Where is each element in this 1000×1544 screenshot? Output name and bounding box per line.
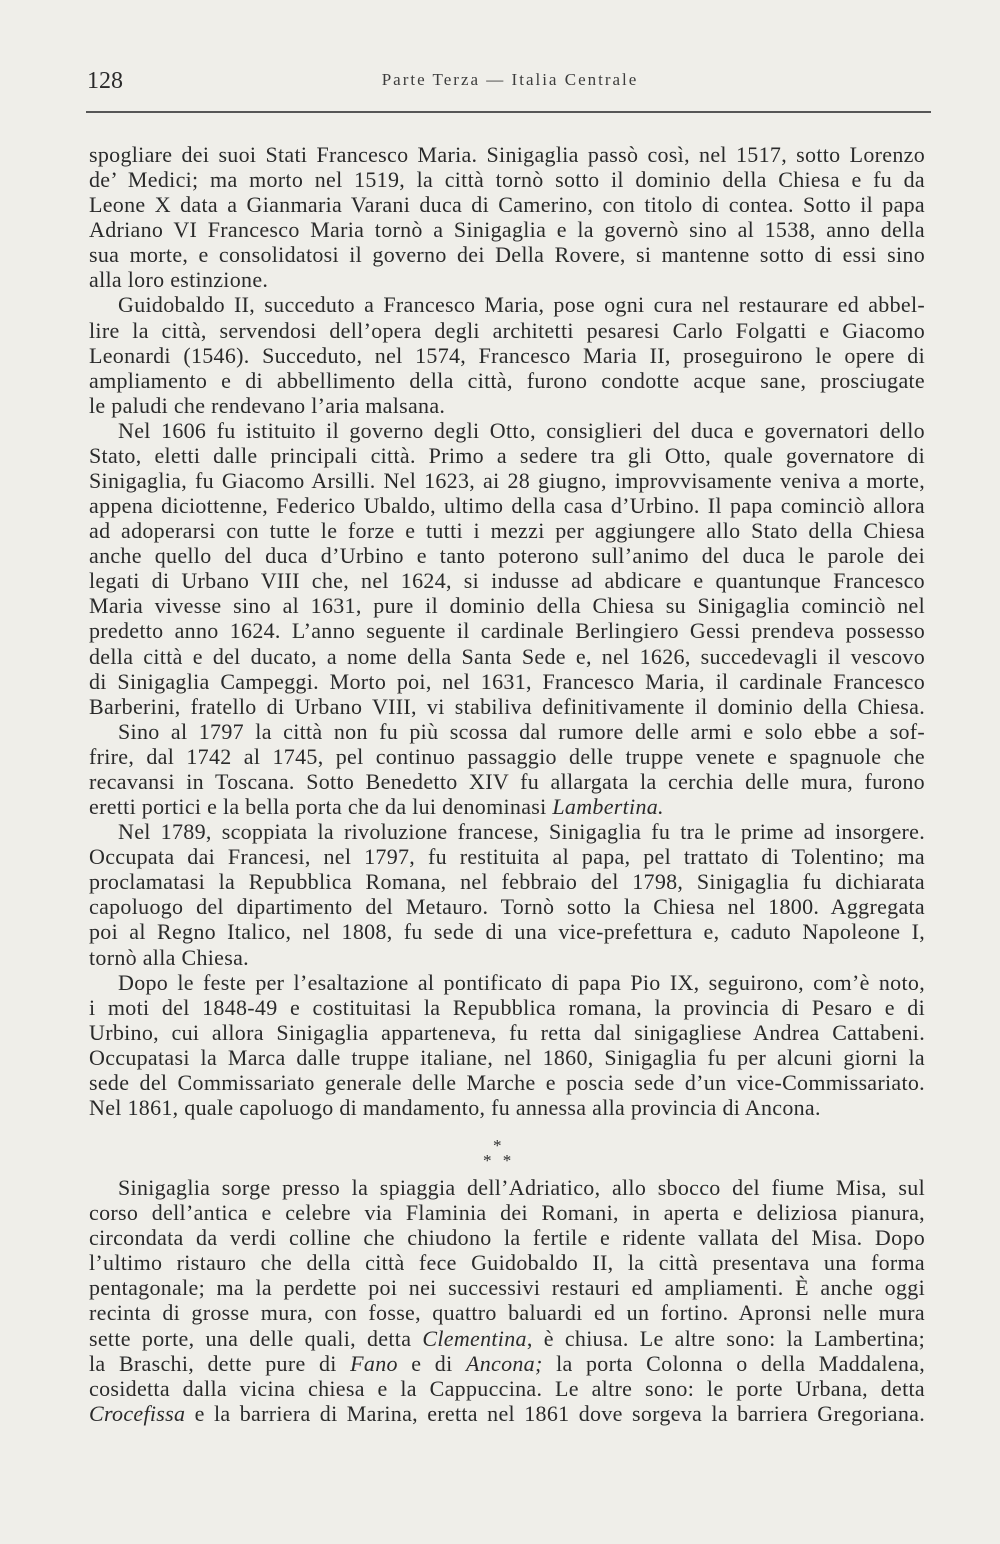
text-line: poi al Regno Italico, nel 1808, fu sede di una vice-prefettura e, caduto Napoleone I, <box>89 919 925 945</box>
text-line: proclamatasi la Repubblica Romana, nel febbraio del 1798, Sinigaglia fu dichiarata <box>89 869 925 895</box>
page-body <box>89 142 925 1426</box>
text-line <box>89 1326 925 1351</box>
text-line: corso dell’antica e celebre via Flaminia dei Romani, in aperta e deliziosa pianura, <box>89 1200 925 1226</box>
paragraph <box>89 142 925 292</box>
paragraph <box>89 418 925 719</box>
text-line: tornò alla Chiesa. <box>89 944 249 970</box>
paragraph <box>89 819 925 969</box>
text-line: i moti del 1848-49 e costituitasi la Repubblica romana, la provincia di Pesaro e di <box>89 994 925 1020</box>
text-run: e la barriera di Marina, eretta nel 1861 dove sorgeva la barriera Gregoriana. <box>185 1400 925 1426</box>
italic-term: Lambertina. <box>552 794 664 820</box>
text-line: le paludi che rendevano l’aria malsana. <box>89 392 446 418</box>
text-run: la Braschi, dette pure di <box>89 1350 351 1376</box>
text-line: Guidobaldo II, succeduto a Francesco Maria, pose ogni cura nel restaurare ed abbel- <box>118 292 925 318</box>
text-run: la porta Colonna o della Maddalena, <box>542 1350 925 1376</box>
text-run: sette porte, una delle quali, detta <box>89 1325 423 1351</box>
text-line <box>89 794 925 819</box>
text-line: Nel 1861, quale capoluogo di mandamento, fu annessa alla provincia di Ancona. <box>89 1094 821 1120</box>
text-line: spogliare dei suoi Stati Francesco Maria. Sinigaglia passò così, nel 1517, sotto Lorenzo <box>89 142 925 167</box>
text-line: predetto anno 1624. L’anno seguente il cardinale Berlingiero Gessi prendeva possesso <box>89 618 925 644</box>
text-line: Barberini, fratello di Urbano VIII, vi stabiliva definitivamente il dominio della Chiesa. <box>89 693 925 719</box>
text-line: Sinigaglia sorge presso la spiaggia dell’Adriatico, allo sbocco del fiume Misa, sul <box>118 1175 925 1201</box>
text-line <box>89 1351 925 1376</box>
text-line: Leonardi (1546). Succeduto, nel 1574, Francesco Maria II, proseguirono le opere di <box>89 342 925 368</box>
page-number: 128 <box>87 68 123 94</box>
paragraph <box>89 719 925 819</box>
text-line: ampliamento e di abbellimento della città, furono condotte acque sane, prosciugate <box>89 367 925 393</box>
italic-term: Ancona; <box>465 1350 543 1376</box>
text-line: l’ultimo ristauro che della città fece Guidobaldo II, la città presentava una forma <box>89 1250 925 1276</box>
paragraph <box>89 970 925 1120</box>
text-line: Nel 1606 fu istituito il governo degli Otto, consiglieri del duca e governatori dello <box>118 417 925 443</box>
text-line: di Sinigaglia Campeggi. Morto poi, nel 1631, Francesco Maria, il cardinale Francesco <box>89 668 925 694</box>
text-line: Sinigaglia, fu Giacomo Arsilli. Nel 1623, ai 28 giugno, improvvisamente veniva a morte, <box>89 468 925 494</box>
text-line: sede del Commissariato generale delle Marche e poscia sede d’un vice-Commissariato. <box>89 1069 925 1095</box>
text-line: della città e del ducato, a nome della Santa Sede e, nel 1626, succedevagli il vescovo <box>89 643 925 669</box>
text-line <box>89 1401 925 1426</box>
text-line: cosidetta dalla vicina chiesa e la Cappuccina. Le altre sono: le porte Urbana, detta <box>89 1375 925 1401</box>
text-line: Dopo le feste per l’esaltazione al pontificato di papa Pio IX, seguirono, com’è noto, <box>118 969 925 995</box>
text-line: sua morte, e consolidatosi il governo dei Della Rovere, si mantenne sotto di essi sino <box>89 242 925 268</box>
text-line: appena diciottenne, Federico Ubaldo, ultimo della casa d’Urbino. Il papa cominciò allora <box>89 493 925 519</box>
text-line: Nel 1789, scoppiata la rivoluzione francese, Sinigaglia fu tra le prime ad insorgere. <box>118 819 925 845</box>
running-title: Parte Terza — Italia Centrale <box>381 70 639 89</box>
paragraph <box>89 1175 925 1426</box>
italic-term: Crocefissa <box>89 1400 186 1426</box>
text-line: lire la città, servendosi dell’opera degli architetti pesaresi Carlo Folgatti e Giacomo <box>89 317 925 343</box>
paragraph <box>89 292 925 417</box>
text-line: Leone X data a Gianmaria Varani duca di Camerino, con titolo di contea. Sotto il papa <box>89 192 925 218</box>
italic-term: Fano <box>350 1350 398 1376</box>
text-line: legati di Urbano VIII che, nel 1624, si indusse ad abdicare e quantunque Francesco <box>89 568 925 594</box>
text-line: Urbino, cui allora Sinigaglia apparteneva, fu retta dal sinigagliese Andrea Cattabeni. <box>89 1019 925 1045</box>
asterism-top: * <box>493 1136 502 1156</box>
text-run: eretti portici e la bella porta che da lui denominasi <box>89 794 553 820</box>
text-line: de’ Medici; ma morto nel 1519, la città tornò sotto il dominio della Chiesa e fu da <box>89 167 925 193</box>
text-line: capoluogo del dipartimento del Metauro. Tornò sotto la Chiesa nel 1800. Aggregata <box>89 894 925 920</box>
text-line: Occupata dai Francesi, nel 1797, fu restituita al papa, pel trattato di Tolentino; ma <box>89 844 925 870</box>
italic-term: Clementina <box>422 1325 527 1351</box>
text-line: ad adoperarsi con tutte le forze e tutti i mezzi per aggiungere allo Stato della Chiesa <box>89 518 925 544</box>
text-line: pentagonale; ma la perdette poi nei successivi restauri ed ampliamenti. È anche oggi <box>89 1275 925 1301</box>
text-line: Adriano VI Francesco Maria tornò a Sinigaglia e la governò sino al 1538, anno della <box>89 217 925 243</box>
text-line: Stato, eletti dalle principali città. Primo a sedere tra gli Otto, quale governatore di <box>89 442 925 468</box>
text-line: anche quello del duca d’Urbino e tanto poterono sull’animo del duca le parole dei <box>89 543 925 569</box>
text-line: Sino al 1797 la città non fu più scossa dal rumore delle armi e solo ebbe a sof- <box>118 718 925 744</box>
text-run: e di <box>397 1350 466 1376</box>
text-line: recavansi in Toscana. Sotto Benedetto XIV fu allargata la cerchia delle mura, furono <box>89 768 925 794</box>
text-line: recinta di grosse mura, con fosse, quattro baluardi ed un fortino. Apronsi nelle mura <box>89 1300 925 1326</box>
text-line: frire, dal 1742 al 1745, pel continuo passaggio delle truppe venete e spagnuole che <box>89 743 925 769</box>
section-break-asterism <box>89 1120 925 1175</box>
asterism-bottom: * * <box>483 1151 515 1171</box>
text-run: , è chiusa. Le altre sono: la Lambertina; <box>526 1325 925 1351</box>
text-line: Occupatasi la Marca dalle truppe italiane, nel 1860, Sinigaglia fu per alcuni giorni la <box>89 1044 925 1070</box>
text-line: circondata da verdi colline che chiudono la fertile e ridente vallata del Misa. Dopo <box>89 1225 925 1251</box>
text-line: alla loro estinzione. <box>89 267 269 293</box>
text-line: Maria vivesse sino al 1631, pure il dominio della Chiesa su Sinigaglia cominciò nel <box>89 593 925 619</box>
header-rule <box>86 111 931 113</box>
